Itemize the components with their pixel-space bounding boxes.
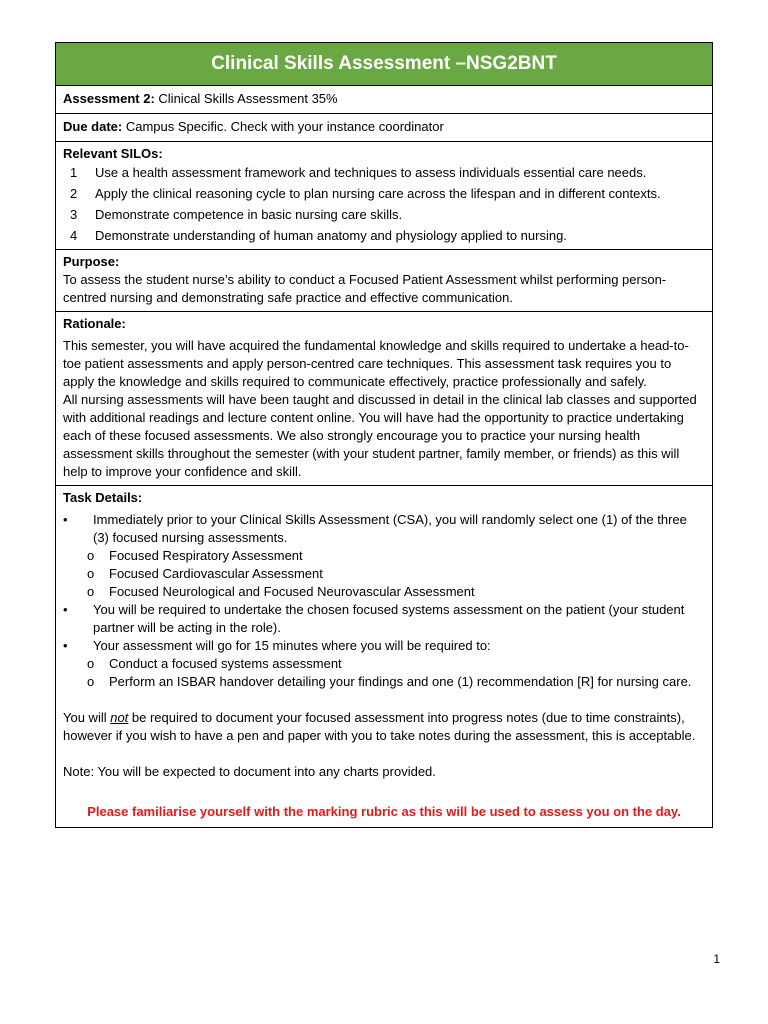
charts-note: Note: You will be expected to document into any charts provided. — [63, 764, 436, 779]
list-item — [63, 637, 705, 655]
list-item — [63, 206, 705, 224]
silos-list — [63, 164, 705, 245]
page-number: 1 — [713, 952, 720, 966]
bullet-icon: • — [63, 512, 68, 527]
item-number: 3 — [70, 207, 78, 222]
due-date-row — [56, 114, 712, 142]
assessment-document — [55, 42, 713, 828]
silos-heading: Relevant SILOs: — [63, 146, 163, 161]
sub-bullet-text: Focused Respiratory Assessment — [109, 548, 303, 563]
notes-text-post: be required to document your focused assessment into progress notes (due to time constraints), however if you wish to have a pen and paper with you to take notes during the assessment, this is acceptable. — [63, 710, 696, 743]
due-date-value: Campus Specific. Check with your instance coordinator — [125, 119, 444, 134]
list-item — [63, 673, 705, 691]
list-item — [63, 185, 705, 203]
list-item — [63, 583, 705, 601]
bullet-text: Your assessment will go for 15 minutes where you will be required to: — [93, 638, 491, 653]
silos-section — [56, 142, 712, 250]
list-item — [63, 227, 705, 245]
sub-bullet-icon: o — [87, 674, 95, 689]
bullet-text: You will be required to undertake the chosen focused systems assessment on the patient (your student partner will be acting in the role). — [93, 602, 685, 635]
notes-emphasis: not — [110, 710, 129, 725]
bullet-text: Immediately prior to your Clinical Skills Assessment (CSA), you will randomly select one (1) of the three (3) focused nursing assessments. — [93, 512, 687, 545]
assessment-value: Clinical Skills Assessment 35% — [158, 91, 338, 106]
list-item — [63, 547, 705, 565]
document-title: Clinical Skills Assessment –NSG2BNT — [56, 43, 712, 86]
purpose-section — [56, 250, 712, 312]
list-item — [63, 565, 705, 583]
due-date-label: Due date: — [63, 119, 123, 134]
purpose-heading: Purpose: — [63, 254, 120, 269]
notes-text-pre: You will — [63, 710, 111, 725]
bullet-icon: • — [63, 602, 68, 617]
item-text: Apply the clinical reasoning cycle to plan nursing care across the lifespan and in different contexts. — [95, 186, 661, 201]
assessment-label: Assessment 2: — [63, 91, 155, 106]
sub-bullet-icon: o — [87, 584, 95, 599]
item-number: 1 — [70, 165, 78, 180]
item-number: 4 — [70, 228, 78, 243]
marking-rubric-warning: Please familiarise yourself with the marking rubric as this will be used to assess you on the day. — [87, 804, 681, 819]
sub-bullet-icon: o — [87, 656, 95, 671]
progress-notes-paragraph — [63, 709, 705, 745]
item-text: Use a health assessment framework and techniques to assess individuals essential care needs. — [95, 165, 647, 180]
task-details-heading: Task Details: — [63, 490, 143, 505]
task-details-section — [56, 486, 712, 827]
rationale-paragraph-2: All nursing assessments will have been taught and discussed in detail in the clinical lab classes and supported with additional readings and lecture content online. You will have had the opportunity to practice undertaking each of these focused assessments. We also strongly encourage you to practice your nursing health assessment skills throughout the semester (with your student partner, family member, or friends) as this will help to improve your confidence and skill. — [63, 392, 697, 479]
sub-bullet-icon: o — [87, 548, 95, 563]
list-item — [63, 511, 705, 547]
rationale-heading: Rationale: — [63, 316, 126, 331]
item-text: Demonstrate competence in basic nursing care skills. — [95, 207, 403, 222]
item-number: 2 — [70, 186, 78, 201]
rationale-paragraph-1: This semester, you will have acquired the fundamental knowledge and skills required to undertake a head-to-toe patient assessments and apply person-centred care techniques. This assessment task requires you to apply the knowledge and skills required to communicate effectively, practice professionally and safely. — [63, 338, 689, 389]
sub-bullet-text: Focused Cardiovascular Assessment — [109, 566, 323, 581]
sub-bullet-text: Perform an ISBAR handover detailing your findings and one (1) recommendation [R] for nursing care. — [109, 674, 692, 689]
list-item — [63, 601, 705, 637]
sub-bullet-icon: o — [87, 566, 95, 581]
list-item — [63, 655, 705, 673]
item-text: Demonstrate understanding of human anatomy and physiology applied to nursing. — [95, 228, 567, 243]
sub-bullet-text: Focused Neurological and Focused Neurovascular Assessment — [109, 584, 475, 599]
sub-bullet-text: Conduct a focused systems assessment — [109, 656, 342, 671]
list-item — [63, 164, 705, 182]
bullet-icon: • — [63, 638, 68, 653]
assessment-row — [56, 86, 712, 114]
rationale-section — [56, 312, 712, 486]
purpose-text: To assess the student nurse’s ability to conduct a Focused Patient Assessment whilst performing person-centred nursing and demonstrating safe practice and effective communication. — [63, 272, 667, 305]
